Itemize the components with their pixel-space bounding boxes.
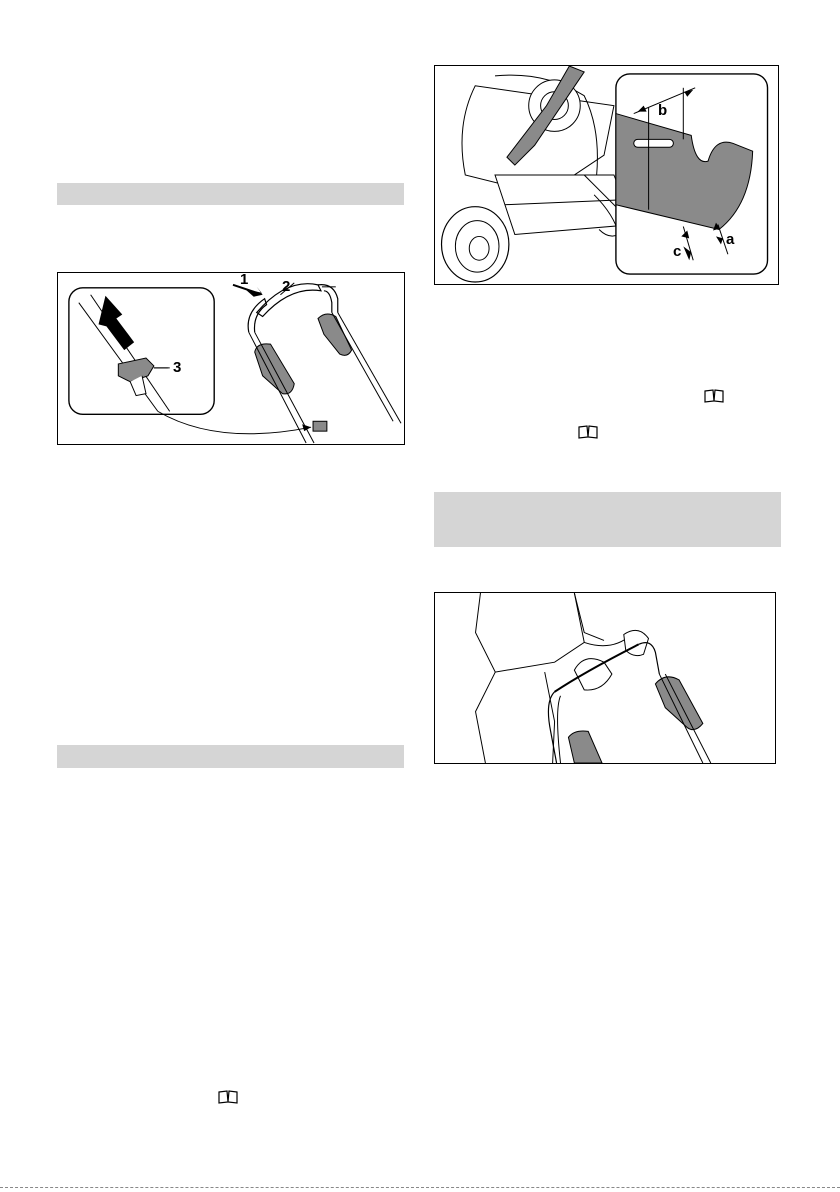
book-icon: [704, 389, 724, 403]
operator-handle-drawing: [435, 593, 775, 763]
page-bottom-rule: [0, 1187, 840, 1188]
callout-1: 1: [240, 272, 249, 288]
callout-b: b: [658, 102, 668, 119]
section-bar-2: [57, 745, 404, 768]
callout-c: c: [673, 243, 682, 260]
figure-operator-handle: [434, 592, 776, 764]
section-bar-1: [57, 183, 404, 205]
section-bar-3: [434, 492, 781, 547]
callout-a: a: [726, 231, 735, 248]
book-icon: [578, 425, 598, 439]
book-icon: [218, 1090, 238, 1104]
figure-handle-fold: [57, 272, 405, 445]
handle-fold-drawing: [58, 273, 404, 444]
callout-3: 3: [173, 359, 182, 376]
blade-wear-drawing: [435, 66, 778, 284]
callout-2: 2: [282, 278, 291, 295]
figure-blade-wear: [434, 65, 779, 285]
